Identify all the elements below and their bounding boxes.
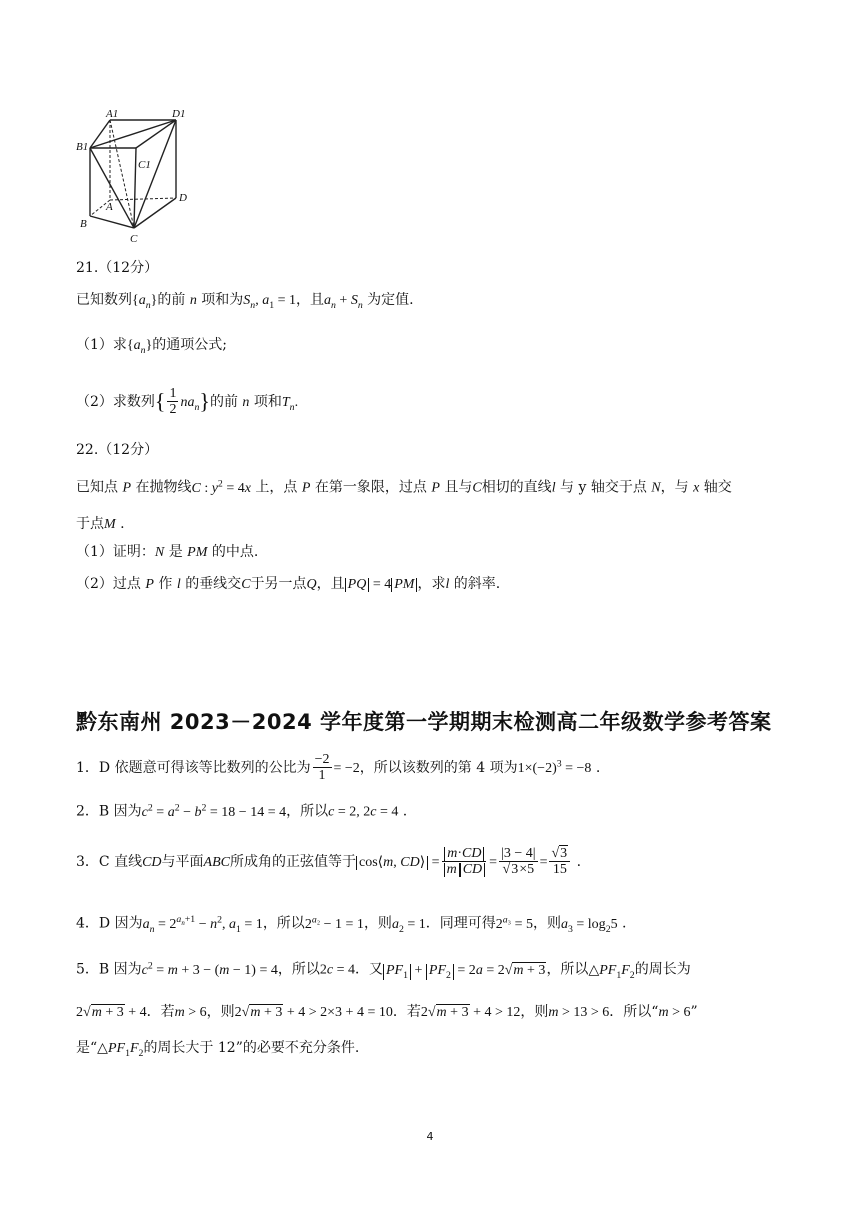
- hidden-edge-a1-c: [110, 120, 134, 228]
- q22-stem-line1: 已知点 P 在抛物线C : $y^2 = 4x$ 上，点 P 在第一象限，过点 P 且与C相切的直线l 与 y 轴交于点 N，与 x 轴交: [76, 478, 732, 496]
- answer-1: 1．D 依题意可得该等比数列的公比为 $\frac{-2}{1}$ = −2，所以该数列的第 4 项为$1\times(-2)^3 = -8$ .: [76, 752, 601, 784]
- edge-c1-c: [134, 148, 136, 228]
- edge-b1-c: [90, 148, 134, 228]
- label-c1: C1: [138, 159, 151, 171]
- page-number: 4: [426, 1130, 434, 1143]
- q21-part2: （2）求数列{ $\frac{1}{2}$ $na_n$}的前 n 项和$T_n$.: [76, 386, 299, 418]
- edge-b1-d1: [90, 120, 176, 148]
- q22-heading: 22.（12分）: [76, 442, 159, 458]
- label-c: C: [130, 233, 138, 245]
- answer-2: 2．B 因为$c^2 = a^2 - b^2 = 18 - 14 = 4$，所以c = 2, 2c = 4 .: [76, 802, 408, 820]
- answer-5-line1: 5．B 因为$c^2 = m + 3 - (m - 1) = 4$，所以2c = 4．又 $PF_1 + PF_2 = 2a = 2√m + 3$，所以$\triangle PF_1F_2$的周长为: [76, 960, 691, 981]
- label-b: B: [80, 218, 87, 230]
- label-a: A: [106, 201, 113, 213]
- label-d1: D1: [172, 108, 186, 120]
- edge-b1-a1: [90, 120, 110, 148]
- edge-d1-c: [134, 120, 176, 228]
- q21-heading: 21.（12分）: [76, 260, 159, 276]
- q22-part2: （2）过点 P 作 l 的垂线交C于另一点Q，且 PQ = 4 PM ，求l 的斜率.: [76, 576, 501, 592]
- answer-4: 4．D 因为$a_n = 2^{a_n+1} - n^2$, $a_1 = 1$，所以$2^{a_2} - 1 = 1$，则$a_2 = 1$．同理可得$2^{a_3} = 5$，则$a_3 = \log_25$ .: [76, 914, 627, 935]
- edge-b-c: [90, 216, 134, 228]
- q22-stem-line2: 于点M .: [76, 516, 125, 532]
- hidden-edge-a-d: [110, 198, 176, 200]
- answer-3: 3．C 直线CD与平面ABC所成角的正弦值等于 cos⟨m, CD⟩ = $\frac{m\cdot CD}{\text{m CD}}$ = $\frac{|3 - 4|}{√3\times 5}$ = $\frac{√3}{15}$ .: [76, 846, 582, 878]
- prism-figure: [76, 108, 196, 248]
- q21-part1: （1）求$\{a_n\}$的通项公式;: [76, 337, 228, 356]
- q21-stem: 已知数列$\{a_n\}$的前 n 项和为$S_n$, $a_1 = 1$，且$a_n + S_n$ 为定值.: [76, 292, 414, 311]
- q22-part1: （1）证明：N 是 PM 的中点.: [76, 544, 259, 560]
- label-d: D: [179, 192, 187, 204]
- label-b1: B1: [76, 141, 89, 153]
- answers-title: 黔东南州 2023－2024 学年度第一学期期末检测高二年级数学参考答案: [76, 710, 772, 734]
- answer-5-line3: 是“$\triangle PF_1F_2$的周长大于 12”的必要不充分条件.: [76, 1040, 360, 1059]
- answer-5-line2: 2√m + 3 + 4．若m > 6，则2√m + 3 + 4 > 2×3 + 4 = 10．若2√m + 3 + 4 > 12，则m > 13 > 6．所以“m > 6”: [76, 1004, 698, 1020]
- label-a1: A1: [106, 108, 119, 120]
